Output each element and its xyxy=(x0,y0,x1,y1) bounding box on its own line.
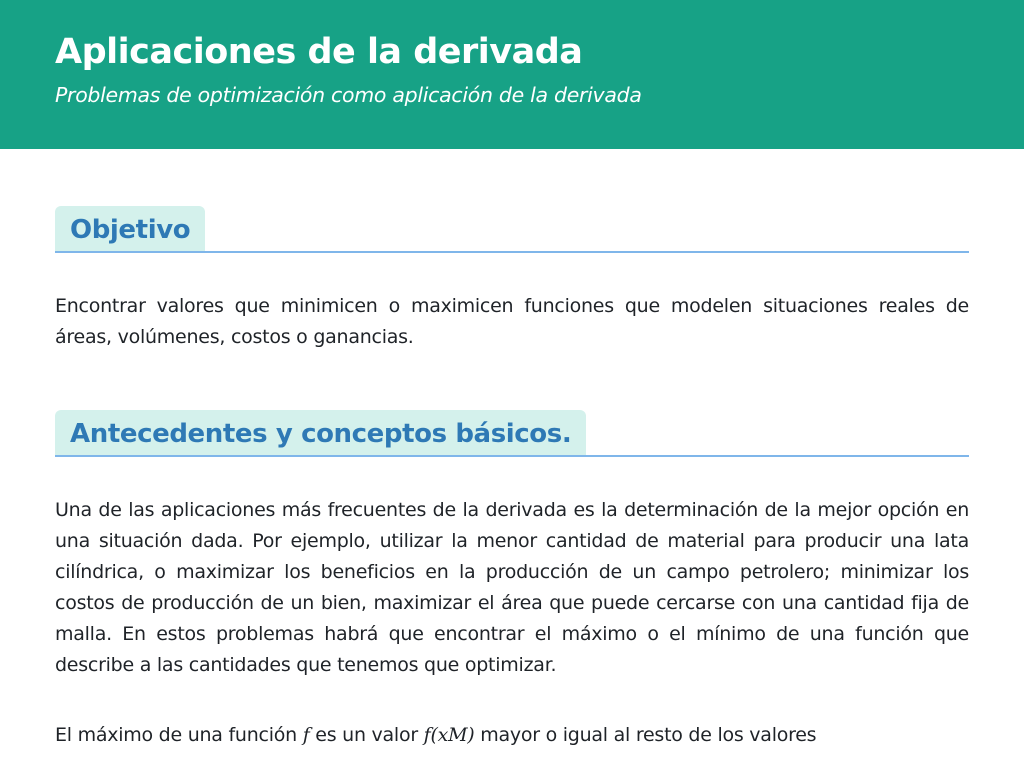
section-antecedentes-heading: Antecedentes y conceptos básicos. xyxy=(55,410,586,455)
antecedentes-paragraph-2-text-1: El máximo de una función xyxy=(55,724,303,746)
section-objetivo-heading: Objetivo xyxy=(55,206,205,251)
antecedentes-paragraph-2-text-3: mayor o igual al resto de los valores xyxy=(474,724,817,746)
page-header xyxy=(0,0,1024,149)
section-antecedentes xyxy=(55,409,969,751)
antecedentes-paragraph-2 xyxy=(55,720,969,751)
objetivo-paragraph: Encontrar valores que minimicen o maximicen funciones que modelen situaciones reales de áreas, volúmenes, costos o ganancias. xyxy=(55,295,969,348)
page-subtitle: Problemas de optimización como aplicación de la derivada xyxy=(55,83,642,107)
antecedentes-paragraph-1: Una de las aplicaciones más frecuentes de la derivada es la determinación de la mejor opción en una situación dada. Por ejemplo, utilizar la menor cantidad de material para producir una lata cilíndrica, o maximizar los beneficios en la producción de un campo petrolero; minimizar los costos de producción de un bien, maximizar el área que puede cercarse con una cantidad fija de malla. En estos problemas habrá que encontrar el máximo o el mínimo de una función que describe a las cantidades que tenemos que optimizar. xyxy=(55,499,969,676)
section-antecedentes-header xyxy=(55,409,969,457)
page-title: Aplicaciones de la derivada xyxy=(55,32,583,72)
section-objetivo xyxy=(55,205,969,353)
math-f-xm: f(xM) xyxy=(423,724,475,746)
antecedentes-paragraph-2-text-2: es un valor xyxy=(309,724,424,746)
section-objetivo-header xyxy=(55,205,969,253)
main-content xyxy=(0,205,1024,751)
math-f: f xyxy=(302,724,310,746)
